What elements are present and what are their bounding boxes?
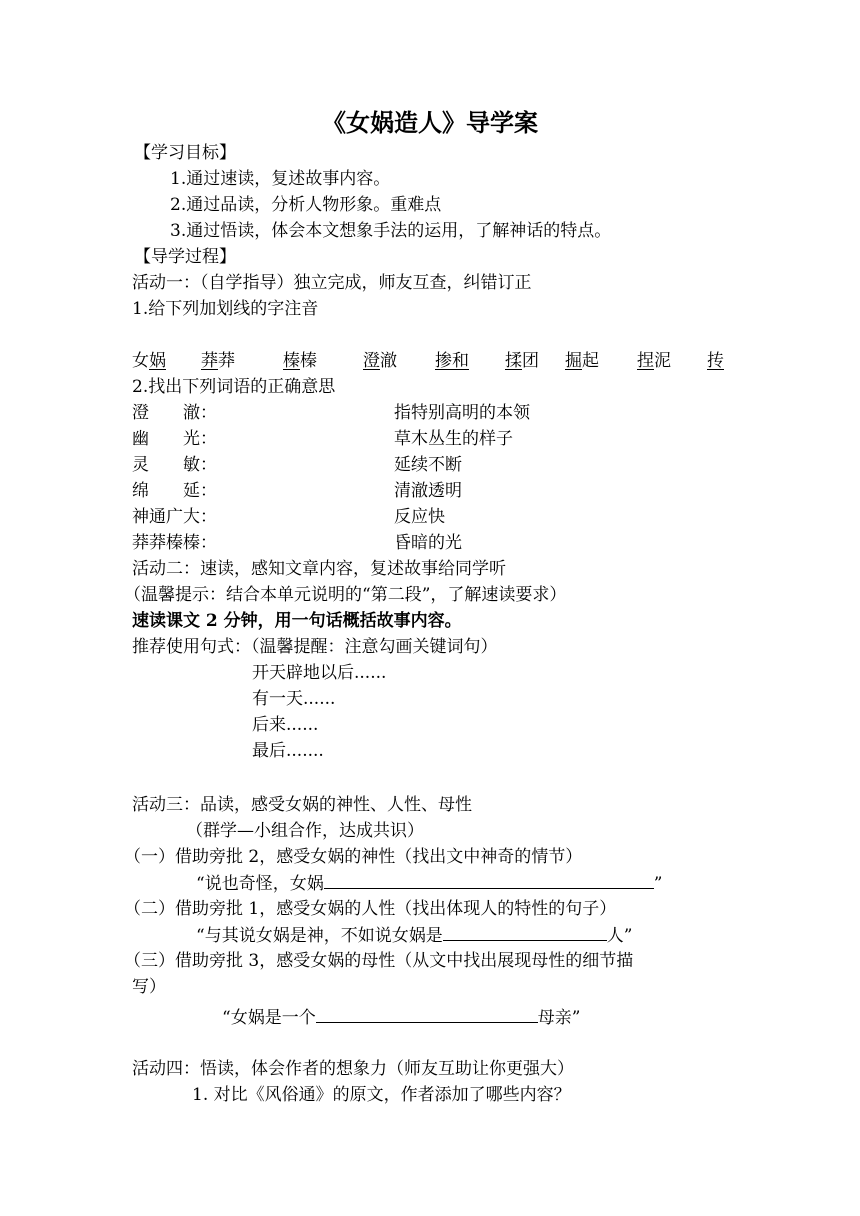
activity4-question: 1. 对比《风俗通》的原文，作者添加了哪些内容？ xyxy=(192,1085,571,1105)
activity1-heading: 活动一：（自学指导）独立完成，师友互查，纠错订正 xyxy=(132,273,532,293)
match-meaning: 延续不断 xyxy=(394,455,462,475)
sentence-starter: 最后....... xyxy=(252,741,324,761)
activity1-question1: 1.给下列加划线的字注音 xyxy=(132,299,319,319)
match-term: 幽 光： xyxy=(132,429,217,449)
sentence-starter: 开天辟地以后...... xyxy=(252,663,387,683)
activity4-heading: 活动四：悟读，体会作者的想象力（师友互助让你更强大） xyxy=(132,1059,574,1079)
match-term: 莽莽榛榛： xyxy=(132,533,217,553)
activity3-question: （一）借助旁批 2，感受女娲的神性（找出文中神奇的情节） xyxy=(124,847,583,867)
sentence-starter: 有一天...... xyxy=(252,689,336,709)
pinyin-word: 揉团 xyxy=(505,351,539,371)
pinyin-word: 澄澈 xyxy=(363,351,397,371)
match-meaning: 清澈透明 xyxy=(394,481,462,501)
answer-blank[interactable] xyxy=(316,1004,538,1023)
pinyin-word: 掘起 xyxy=(565,351,599,371)
pinyin-word: 女娲 xyxy=(132,351,166,371)
match-term: 灵 敏： xyxy=(132,455,217,475)
answer-blank[interactable] xyxy=(443,922,607,941)
page-title: 《女娲造人》导学案 xyxy=(322,108,538,137)
activity3-question: （二）借助旁批 1，感受女娲的人性（找出体现人的特性的句子） xyxy=(124,899,617,919)
fill-blank-sentence: “与其说女娲是神，不如说女娲是 人” xyxy=(196,922,632,949)
match-meaning: 指特别高明的本领 xyxy=(394,403,530,423)
activity2-pattern: 推荐使用句式：（温馨提醒：注意勾画关键词句） xyxy=(132,637,498,657)
fill-blank-sentence: “女娲是一个 母亲” xyxy=(222,1004,580,1031)
goal-item: 1.通过速读，复述故事内容。 xyxy=(170,169,391,189)
sentence-starter: 后来...... xyxy=(252,715,319,735)
pinyin-word: 抟 xyxy=(707,351,724,371)
pinyin-word: 莽莽 xyxy=(201,351,235,371)
match-term: 绵 延： xyxy=(132,481,217,501)
match-term: 澄 澈： xyxy=(132,403,217,423)
answer-blank[interactable] xyxy=(324,870,654,889)
goal-item: 3.通过悟读，体会本文想象手法的运用，了解神话的特点。 xyxy=(170,221,612,241)
match-meaning: 昏暗的光 xyxy=(394,533,462,553)
activity3-question: （三）借助旁批 3，感受女娲的母性（从文中找出展现母性的细节描 xyxy=(124,951,634,971)
match-meaning: 草木丛生的样子 xyxy=(394,429,513,449)
activity2-heading: 活动二：速读，感知文章内容，复述故事给同学听 xyxy=(132,559,506,579)
activity2-tip: （温馨提示：结合本单元说明的“第二段”，了解速读要求） xyxy=(124,585,567,605)
fill-blank-sentence: “说也奇怪，女娲 ” xyxy=(196,870,662,897)
pinyin-word: 捏泥 xyxy=(637,351,671,371)
activity3-question-cont: 写） xyxy=(132,977,166,997)
activity3-heading: 活动三：品读，感受女娲的神性、人性、母性 xyxy=(132,795,472,815)
process-heading: 【导学过程】 xyxy=(134,247,236,267)
activity2-task: 速读课文 2 分钟，用一句话概括故事内容。 xyxy=(132,611,462,631)
pinyin-word: 榛榛 xyxy=(283,351,317,371)
match-term: 神通广大： xyxy=(132,507,217,527)
activity3-note: （群学—小组合作，达成共识） xyxy=(186,821,424,841)
goal-item: 2.通过品读，分析人物形象。重难点 xyxy=(170,195,442,215)
pinyin-word: 掺和 xyxy=(435,351,469,371)
goals-heading: 【学习目标】 xyxy=(134,143,236,163)
activity1-question2: 2.找出下列词语的正确意思 xyxy=(132,377,336,397)
match-meaning: 反应快 xyxy=(394,507,445,527)
